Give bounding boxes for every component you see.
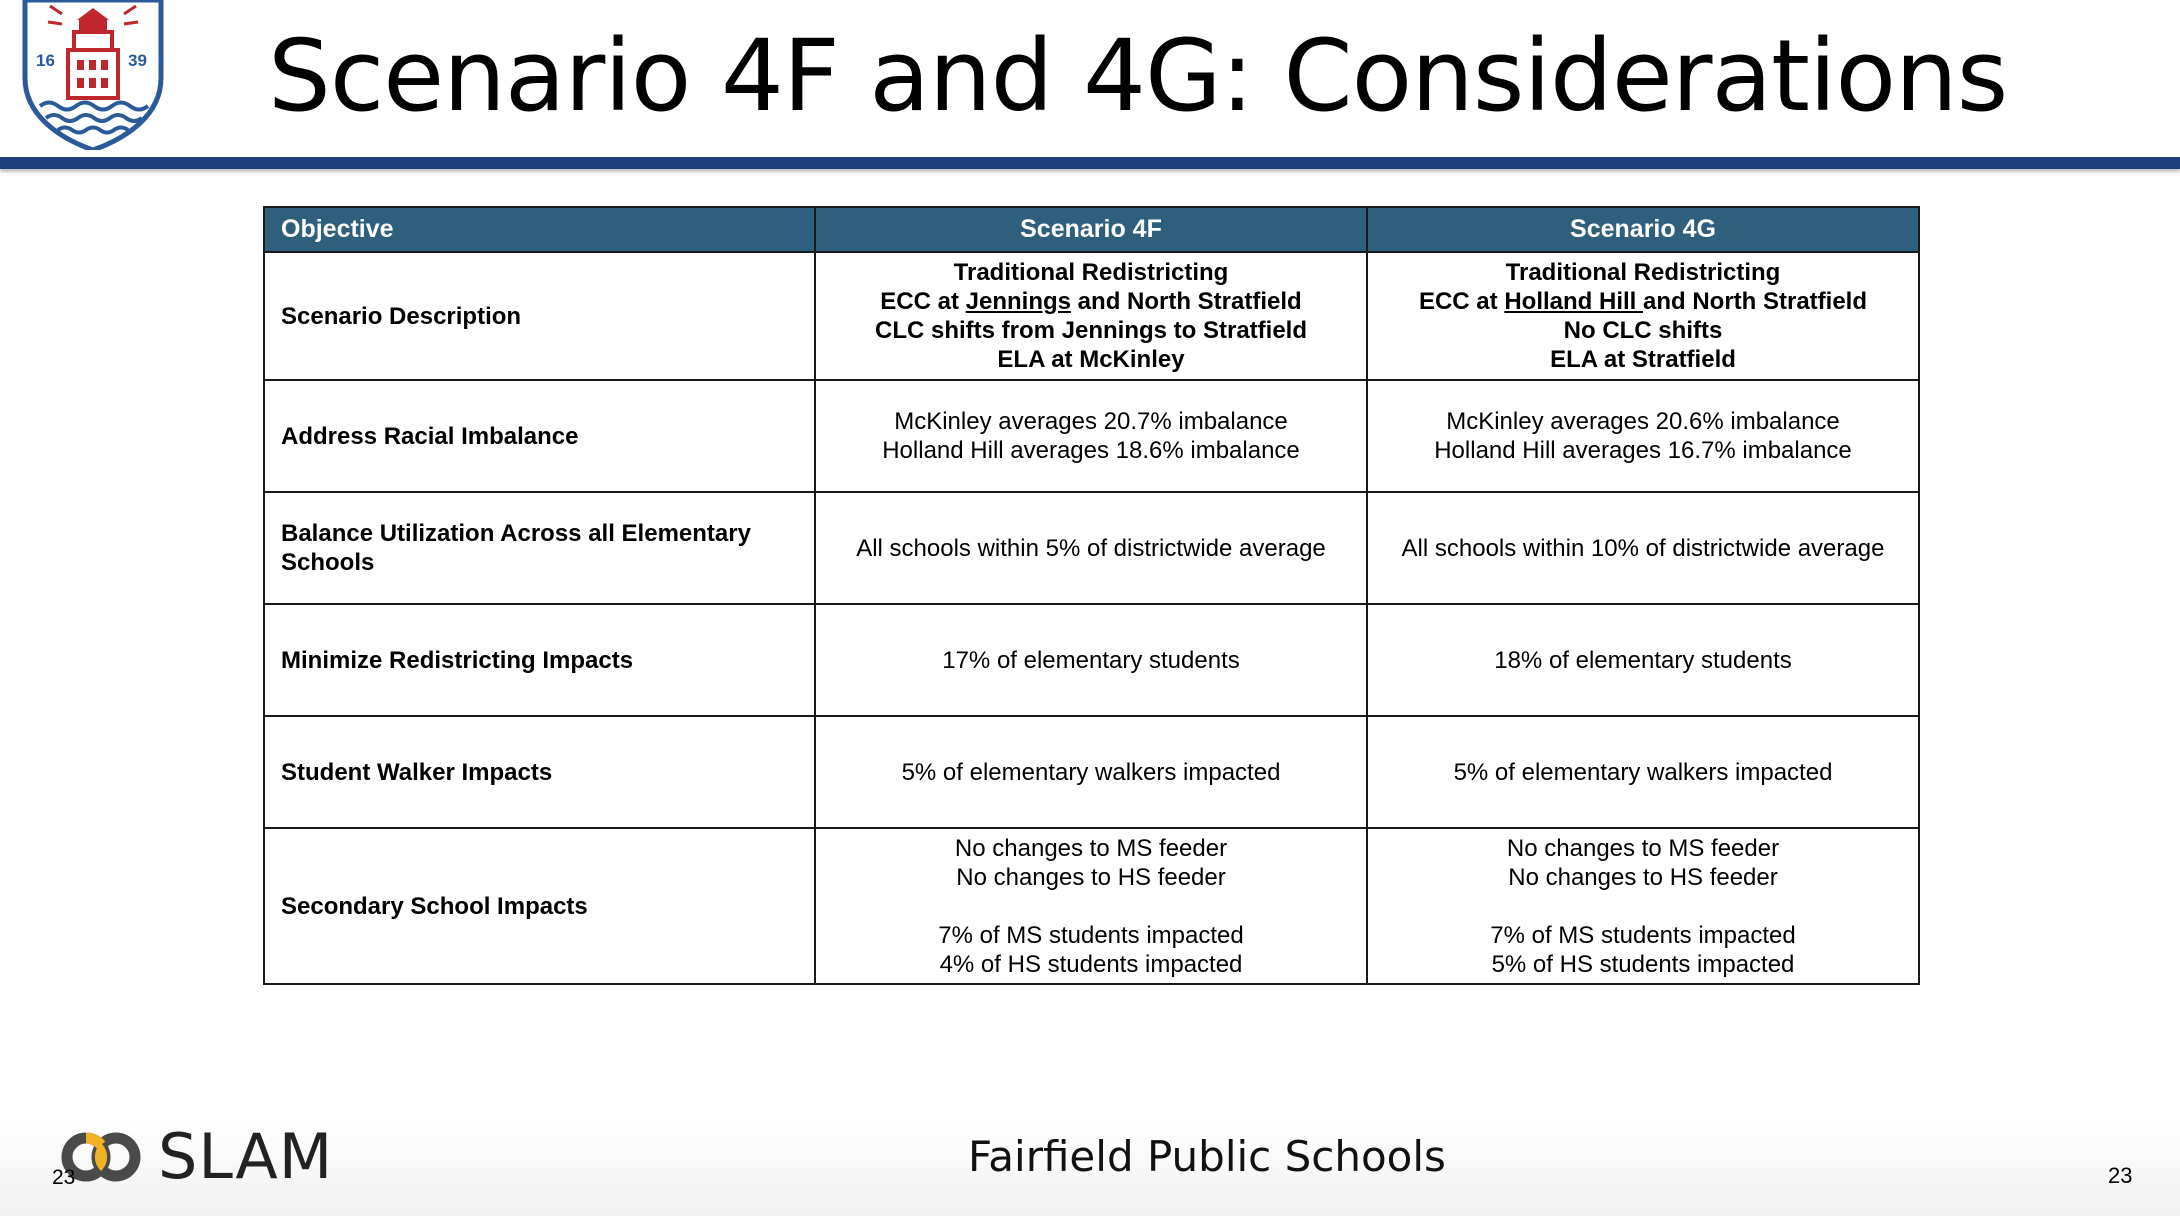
table-row bbox=[264, 380, 1919, 492]
cell-line: ELA at Stratfield bbox=[1550, 346, 1736, 373]
scenario-4g-cell: All schools within 10% of districtwide average bbox=[1367, 492, 1919, 604]
cell-text: ECC at bbox=[1418, 288, 1505, 315]
cell-line: Traditional Redistricting bbox=[1505, 259, 1781, 286]
crest-year-right: 39 bbox=[128, 51, 147, 70]
table-row bbox=[264, 716, 1919, 828]
table-row bbox=[264, 492, 1919, 604]
cell-spacer bbox=[1384, 892, 1902, 921]
cell-line: 5% of HS students impacted bbox=[1491, 950, 1795, 978]
scenario-4g-cell: 5% of elementary walkers impacted bbox=[1367, 716, 1919, 828]
scenario-4g-cell bbox=[1367, 828, 1919, 984]
cell-line: CLC shifts from Jennings to Stratfield bbox=[874, 317, 1308, 344]
considerations-table bbox=[263, 206, 1920, 985]
cell-text: and North Stratfield bbox=[1643, 288, 1868, 315]
page-number-right: 23 bbox=[2108, 1163, 2133, 1188]
cell-line: McKinley averages 20.6% imbalance bbox=[1446, 408, 1840, 435]
cell-line: No CLC shifts bbox=[1563, 317, 1723, 344]
header-rule bbox=[0, 157, 2180, 169]
cell-line: 7% of MS students impacted bbox=[1490, 921, 1796, 949]
cell-line bbox=[832, 287, 1350, 316]
cell-underlined-text: Jennings bbox=[965, 288, 1072, 315]
school-crest-logo bbox=[22, 0, 164, 150]
objective-cell: Address Racial Imbalance bbox=[264, 380, 815, 492]
cell-line: McKinley averages 20.7% imbalance bbox=[894, 408, 1288, 435]
table-row bbox=[264, 604, 1919, 716]
footer-organization: Fairfield Public Schools bbox=[968, 1132, 1446, 1181]
objective-cell: Secondary School Impacts bbox=[264, 828, 815, 984]
cell-line: Schools bbox=[281, 549, 375, 576]
cell-line: No changes to MS feeder bbox=[954, 834, 1228, 862]
slam-brand-text: SLAM bbox=[158, 1120, 334, 1193]
cell-line: Balance Utilization Across all Elementary bbox=[281, 520, 751, 547]
table-header-row bbox=[264, 207, 1919, 252]
scenario-4g-cell bbox=[1367, 252, 1919, 380]
cell-line: 4% of HS students impacted bbox=[939, 950, 1243, 978]
page-title: Scenario 4F and 4G: Considerations bbox=[268, 19, 2008, 134]
cell-underlined-text: Holland Hill bbox=[1504, 288, 1643, 315]
scenario-4f-cell: 17% of elementary students bbox=[815, 604, 1367, 716]
cell-text: and North Stratfield bbox=[1071, 288, 1302, 315]
cell-line bbox=[1384, 287, 1902, 316]
cell-line: 7% of MS students impacted bbox=[938, 921, 1244, 949]
scenario-4g-cell bbox=[1367, 380, 1919, 492]
column-header-objective: Objective bbox=[264, 207, 815, 252]
cell-spacer bbox=[832, 892, 1350, 921]
table-row bbox=[264, 252, 1919, 380]
cell-line: Holland Hill averages 18.6% imbalance bbox=[882, 437, 1300, 464]
page-number-left: 23 bbox=[52, 1166, 76, 1189]
scenario-4f-cell: 5% of elementary walkers impacted bbox=[815, 716, 1367, 828]
scenario-4f-cell bbox=[815, 828, 1367, 984]
objective-cell: Minimize Redistricting Impacts bbox=[264, 604, 815, 716]
cell-line: No changes to MS feeder bbox=[1506, 834, 1780, 862]
objective-cell: Student Walker Impacts bbox=[264, 716, 815, 828]
table-row bbox=[264, 828, 1919, 984]
scenario-4f-cell: All schools within 5% of districtwide average bbox=[815, 492, 1367, 604]
cell-line: ELA at McKinley bbox=[997, 346, 1185, 373]
objective-cell: Scenario Description bbox=[264, 252, 815, 380]
cell-text: ECC at bbox=[880, 288, 966, 315]
column-header-scenario-4g: Scenario 4G bbox=[1367, 207, 1919, 252]
crest-year-left: 16 bbox=[36, 51, 55, 70]
scenario-4f-cell bbox=[815, 380, 1367, 492]
column-header-scenario-4f: Scenario 4F bbox=[815, 207, 1367, 252]
scenario-4g-cell: 18% of elementary students bbox=[1367, 604, 1919, 716]
cell-line: Holland Hill averages 16.7% imbalance bbox=[1434, 437, 1852, 464]
cell-line: No changes to HS feeder bbox=[1508, 863, 1778, 891]
cell-line: No changes to HS feeder bbox=[956, 863, 1226, 891]
objective-cell bbox=[264, 492, 815, 604]
cell-line: Traditional Redistricting bbox=[953, 259, 1229, 286]
scenario-4f-cell bbox=[815, 252, 1367, 380]
